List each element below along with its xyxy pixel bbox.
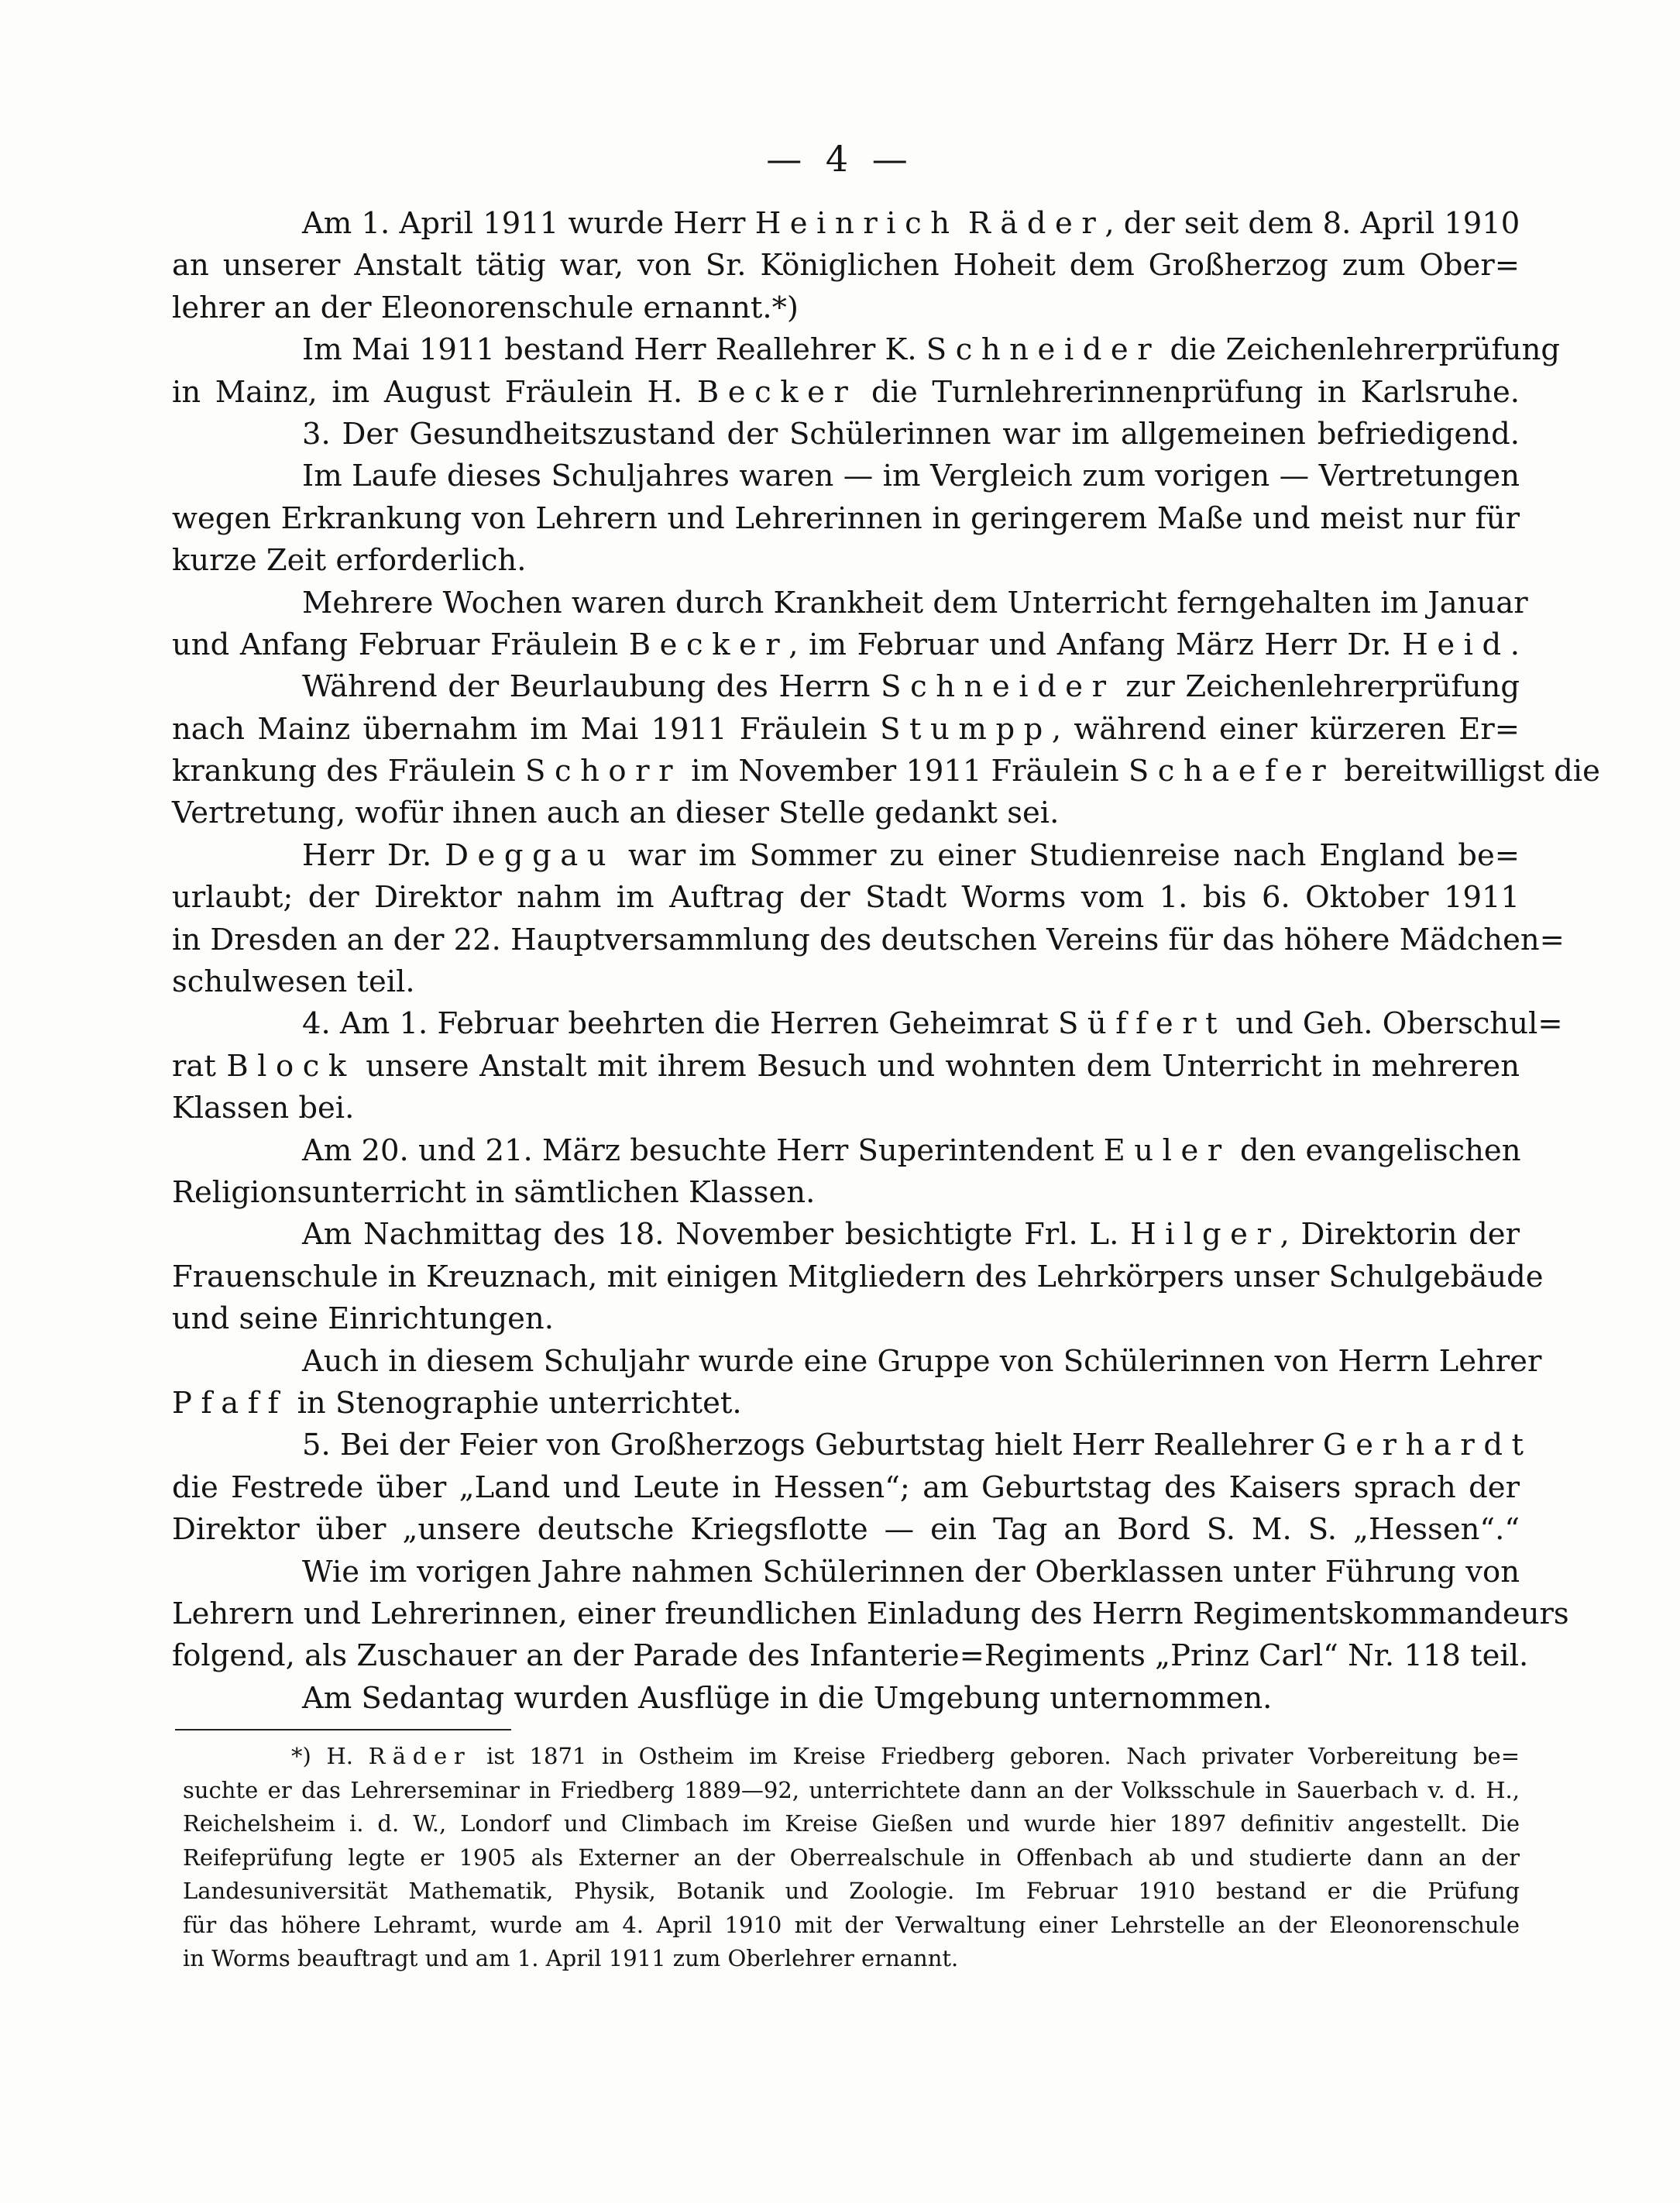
footnote-line	[183, 1740, 1520, 1774]
spaced-name: Heinrich	[754, 206, 959, 241]
body-line	[172, 583, 1528, 624]
text-run: unsere Anstalt mit ihrem Besuch und wohnten dem Unterricht in mehreren	[355, 1048, 1520, 1084]
text-run: im November 1911 Fräulein	[682, 754, 1129, 789]
text-run: .	[1510, 627, 1520, 662]
text-run: den evangelischen	[1230, 1132, 1521, 1168]
body-line	[172, 1003, 1563, 1045]
text-run: kurze Zeit erforderlich.	[172, 543, 527, 579]
body-line	[172, 792, 1520, 834]
text-run: 3. Der Gesundheitszustand der Schülerinnen war im allgemeinen befriedigend.	[302, 416, 1520, 452]
body-line	[172, 877, 1520, 919]
body-line	[172, 1467, 1520, 1509]
page-number: — 4 —	[766, 138, 914, 180]
body-line	[172, 498, 1520, 540]
body-line	[172, 1383, 1520, 1425]
text-run: Mehrere Wochen waren durch Krankheit dem Unterricht ferngehalten im Januar	[302, 585, 1528, 620]
text-run: in Worms beauftragt und am 1. April 1911 zum Oberlehrer ernannt.	[183, 1945, 959, 1971]
body-line	[172, 1130, 1520, 1172]
body-line	[172, 666, 1520, 708]
body-line	[172, 709, 1520, 751]
spaced-name: Gerhardt	[1322, 1428, 1533, 1463]
spaced-name: Räder	[368, 1743, 472, 1769]
text-run: an unserer Anstalt tätig war, von Sr. Königlichen Hoheit dem Großherzog zum Ober=	[172, 248, 1520, 284]
text-run: , der seit dem 8. April 1910	[1105, 206, 1520, 241]
text-run: suchte er das Lehrerseminar in Friedberg 1889—92, unterrichtete dann an der Volksschule in Sauerbach v. d. H.,	[183, 1776, 1520, 1803]
text-run: Am 1. April 1911 wurde Herr	[302, 206, 755, 241]
body-line	[172, 1509, 1520, 1551]
text-run: 4. Am 1. Februar beehrten die Herren Geheimrat	[302, 1006, 1058, 1042]
text-run: urlaubt; der Direktor nahm im Auftrag der Stadt Worms vom 1. bis 6. Oktober 1911	[172, 880, 1520, 916]
text-run: schulwesen teil.	[172, 964, 415, 1000]
text-run: Am Sedantag wurden Ausflüge in die Umgebung unternommen.	[302, 1680, 1273, 1716]
spaced-name: Schneider	[881, 669, 1115, 705]
text-run: *) H.	[291, 1743, 369, 1769]
spaced-name: Becker	[696, 374, 857, 410]
text-run: bereitwilligst die	[1335, 754, 1600, 789]
footnote-line	[183, 1807, 1520, 1841]
body-line	[172, 751, 1600, 792]
text-run: Während der Beurlaubung des Herrn	[302, 669, 881, 705]
text-run: Reichelsheim i. d. W., Londorf und Climbach im Kreise Gießen und wurde hier 1897 definitiv angestellt. Die	[183, 1810, 1520, 1837]
body-line	[172, 287, 1520, 329]
body-line	[172, 1088, 1520, 1129]
text-run: Klassen bei.	[172, 1091, 355, 1126]
body-line	[172, 203, 1520, 245]
spaced-name: Räder	[967, 206, 1105, 241]
text-run: Reifeprüfung legte er 1905 als Externer an der Oberrealschule in Offenbach ab und studierte dann an der	[183, 1844, 1520, 1871]
footnote	[183, 1740, 1520, 1976]
spaced-name: Block	[226, 1048, 356, 1084]
footnote-line	[183, 1875, 1520, 1909]
text-run: krankung des Fräulein	[172, 754, 526, 789]
text-run: folgend, als Zuschauer an der Parade des Infanterie=Regiments „Prinz Carl“ Nr. 118 teil.	[172, 1638, 1529, 1674]
text-run: , während einer kürzeren Er=	[1051, 711, 1520, 747]
text-run: und seine Einrichtungen.	[172, 1301, 554, 1337]
body-line	[172, 624, 1520, 666]
text-run: Religionsunterricht in sämtlichen Klassen.	[172, 1174, 816, 1210]
body-line	[172, 540, 1520, 582]
text-run: Auch in diesem Schuljahr wurde eine Gruppe von Schülerinnen von Herrn Lehrer	[302, 1343, 1542, 1379]
body-line	[172, 1678, 1520, 1720]
spaced-name: Becker	[628, 627, 789, 662]
body-text	[172, 203, 1600, 1720]
body-line	[172, 961, 1520, 1003]
text-run: lehrer an der Eleonorenschule ernannt.*)	[172, 290, 799, 325]
spaced-name: Hilger	[1130, 1217, 1280, 1253]
body-line	[172, 1635, 1529, 1677]
text-run: Am 20. und 21. März besuchte Herr Superintendent	[302, 1132, 1104, 1168]
text-run: Im Laufe dieses Schuljahres waren — im Vergleich zum vorigen — Vertretungen	[302, 459, 1520, 494]
spaced-name: Pfaff	[172, 1385, 288, 1421]
text-run: Vertretung, wofür ihnen auch an dieser Stelle gedankt sei.	[172, 796, 1060, 831]
spaced-name: Stumpp	[880, 711, 1052, 747]
text-run: in Dresden an der 22. Hauptversammlung des deutschen Vereins für das höhere Mädchen=	[172, 922, 1565, 957]
text-run: in Mainz, im August Fräulein H.	[172, 374, 697, 410]
body-line	[172, 1341, 1542, 1383]
body-line	[172, 329, 1561, 371]
footnote-line	[183, 1942, 1520, 1976]
text-run: die Zeichenlehrerprüfung	[1160, 332, 1561, 368]
text-run: Frauenschule in Kreuznach, mit einigen Mitgliedern des Lehrkörpers unser Schulgebäude	[172, 1259, 1544, 1294]
text-run: , Direktorin der	[1280, 1217, 1520, 1253]
text-run: wegen Erkrankung von Lehrern und Lehrerinnen in geringerem Maße und meist nur für	[172, 500, 1520, 536]
spaced-name: Heid	[1402, 627, 1510, 662]
text-run: ist 1871 in Ostheim im Kreise Friedberg geboren. Nach privater Vorbereitung be=	[471, 1743, 1520, 1769]
body-line	[172, 919, 1565, 961]
text-run: , im Februar und Anfang März Herr Dr.	[788, 627, 1403, 662]
text-run: Im Mai 1911 bestand Herr Reallehrer K.	[302, 332, 926, 368]
footnote-line	[183, 1774, 1520, 1808]
spaced-name: Euler	[1103, 1132, 1231, 1168]
text-run: und Anfang Februar Fräulein	[172, 627, 629, 662]
body-line	[172, 1593, 1569, 1635]
body-line	[172, 245, 1520, 287]
spaced-name: Süffert	[1058, 1006, 1227, 1042]
text-run: Am Nachmittag des 18. November besichtigte Frl. L.	[302, 1217, 1131, 1253]
text-run: 5. Bei der Feier von Großherzogs Geburtstag hielt Herr Reallehrer	[302, 1428, 1323, 1463]
text-run: rat	[172, 1048, 227, 1084]
body-line	[172, 1552, 1520, 1593]
spaced-name: Schorr	[525, 754, 682, 789]
text-run: für das höhere Lehramt, wurde am 4. April 1910 mit der Verwaltung einer Lehrstelle an der Eleonorenschule	[183, 1911, 1520, 1938]
text-run: die Festrede über „Land und Leute in Hessen“; am Geburtstag des Kaisers sprach der	[172, 1469, 1520, 1505]
spaced-name: Schneider	[926, 332, 1161, 368]
footnote-rule	[175, 1729, 511, 1730]
text-run: nach Mainz übernahm im Mai 1911 Fräulein	[172, 711, 881, 747]
text-run: Direktor über „unsere deutsche Kriegsflotte — ein Tag an Bord S. M. S. „Hessen“.“	[172, 1512, 1520, 1548]
body-line	[172, 1298, 1520, 1340]
text-run: die Turnlehrerinnenprüfung in Karlsruhe.	[857, 374, 1520, 410]
spaced-name: Schaefer	[1128, 754, 1335, 789]
body-line	[172, 372, 1520, 414]
footnote-line	[183, 1841, 1520, 1875]
body-line	[172, 1214, 1520, 1256]
text-run: in Stenographie unterrichtet.	[287, 1385, 742, 1421]
text-run: Lehrern und Lehrerinnen, einer freundlichen Einladung des Herrn Regimentskommandeurs	[172, 1596, 1569, 1631]
footnote-line	[183, 1909, 1520, 1943]
text-run: Landesuniversität Mathematik, Physik, Botanik und Zoologie. Im Februar 1910 bestand er die Prüfung	[183, 1878, 1520, 1904]
text-run: war im Sommer zu einer Studienreise nach England be=	[615, 837, 1520, 873]
text-run: Wie im vorigen Jahre nahmen Schülerinnen der Oberklassen unter Führung von	[302, 1554, 1520, 1590]
body-line	[172, 414, 1520, 455]
body-line	[172, 835, 1520, 877]
text-run: Herr Dr.	[302, 837, 445, 873]
body-line	[172, 455, 1520, 497]
spaced-name: Deggau	[445, 837, 616, 873]
body-line	[172, 1046, 1520, 1088]
body-line	[172, 1172, 1520, 1214]
text-run: zur Zeichenlehrerprüfung	[1115, 669, 1520, 705]
text-run	[959, 206, 968, 241]
body-line	[172, 1256, 1544, 1298]
text-run: und Geh. Oberschul=	[1226, 1006, 1563, 1042]
body-line	[172, 1425, 1533, 1466]
